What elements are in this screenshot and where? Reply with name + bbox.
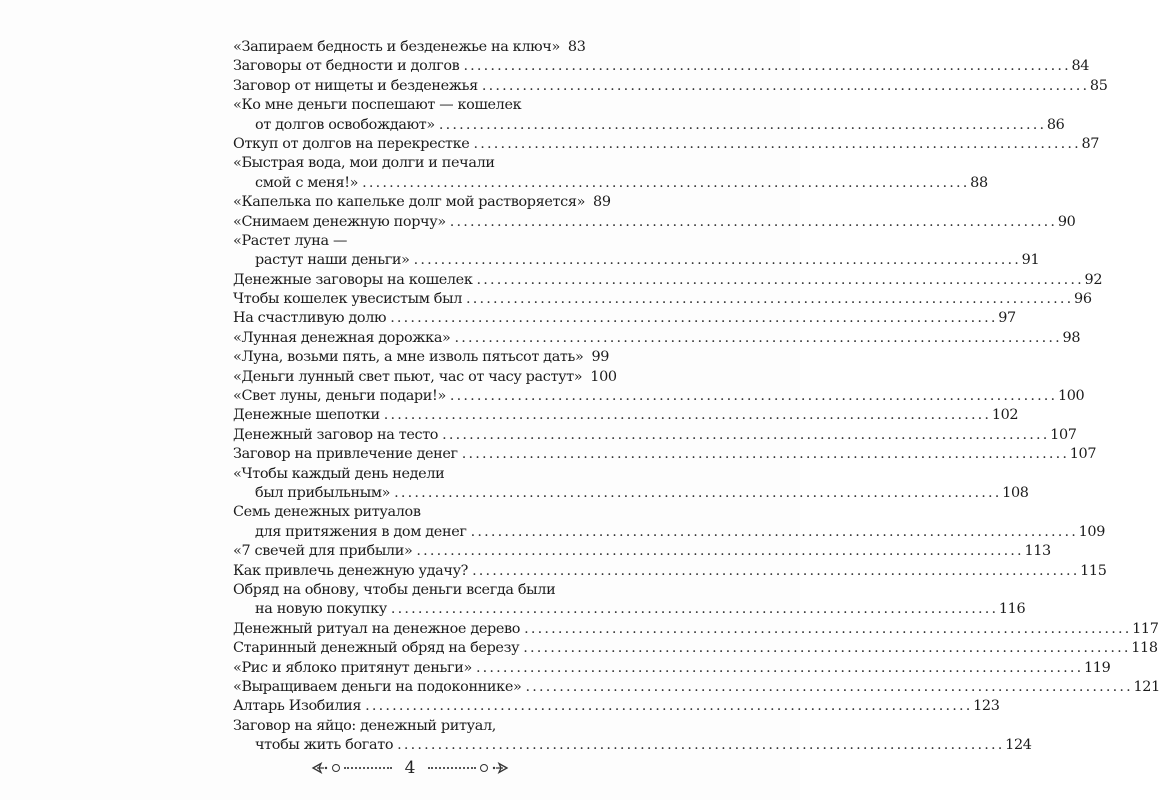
dot-leader [472, 562, 1076, 581]
toc-page-number: 102 [991, 407, 1019, 424]
toc-entry-continuation-line [233, 523, 1106, 542]
page-number: 4 [404, 758, 416, 778]
toc-entry [233, 309, 1016, 328]
toc-entry [233, 503, 1106, 542]
toc-entry-title: Денежные заговоры на кошелек [233, 271, 473, 288]
toc-entry-title: Денежный ритуал на денежное дерево [233, 620, 521, 637]
toc-entry-title: Заговор на яйцо: денежный ритуал, [233, 717, 496, 734]
toc-entry-continuation-line [233, 116, 1065, 135]
toc-entry-line [233, 581, 578, 600]
toc-page-number: 87 [1081, 135, 1100, 152]
dot-leader [473, 135, 1077, 154]
toc-entry-title: «Быстрая вода, мои долги и печали [233, 155, 495, 172]
toc-entry [233, 57, 1090, 76]
toc-entry [233, 154, 988, 193]
dot-leader [471, 523, 1075, 542]
dot-leader [397, 736, 1001, 755]
dot-leader [394, 484, 998, 503]
toc-entry-title: смой с меня!» [255, 174, 359, 191]
toc-page-number: 97 [998, 310, 1016, 327]
toc-page-number: 96 [1074, 291, 1092, 308]
toc-page-number: 115 [1080, 562, 1107, 579]
page-footer [305, 758, 515, 778]
toc-page-number: 121 [1133, 678, 1160, 695]
toc-entry-title: «Деньги лунный свет пьют, час от часу растут» [233, 368, 583, 385]
dot-leader [462, 445, 1066, 464]
toc-entry-line [233, 697, 1000, 716]
toc-page-number: 84 [1071, 58, 1090, 75]
toc-entry [233, 290, 1092, 309]
toc-entry [233, 387, 1085, 406]
toc-entry-title: Заговоры от бедности и долгов [233, 58, 460, 75]
toc-page-number: 98 [1062, 329, 1081, 346]
toc-entry-title: Денежные шепотки [233, 407, 380, 424]
toc-entry-title: был прибыльным» [255, 484, 391, 501]
toc-page-number: 99 [591, 349, 610, 366]
toc-entry-title: «Капелька по капельке долг мой растворяется» [233, 194, 586, 211]
toc-entry-line [233, 154, 578, 173]
dot-leader [477, 271, 1081, 290]
toc-entry [233, 659, 1111, 678]
toc-entry [233, 348, 610, 367]
toc-page-number: 86 [1046, 116, 1065, 133]
toc-entry-continuation-line [233, 736, 1032, 755]
toc-entry-line [233, 659, 1111, 678]
toc-page-number: 100 [590, 368, 617, 385]
toc-entry-line [233, 309, 1016, 328]
dot-leader [525, 678, 1129, 697]
toc-page-number: 109 [1078, 523, 1106, 540]
toc-page-number: 90 [1057, 213, 1076, 230]
ornament-dotted-line [428, 767, 476, 769]
toc-entry [233, 77, 1108, 96]
toc-entry-title: «Растет луна — [233, 232, 347, 249]
toc-page-number: 100 [1057, 388, 1085, 405]
toc-entry-continuation-line [233, 600, 1026, 619]
toc-entry-title: Обряд на обнову, чтобы деньги всегда были [233, 581, 556, 598]
toc-entry-title: «Запираем бедность и безденежье на ключ» [233, 39, 560, 55]
toc-entry-title: Алтарь Изобилия [233, 698, 362, 715]
dot-leader [365, 697, 969, 716]
toc-entry-line [233, 503, 578, 522]
toc-entry [233, 96, 1065, 135]
toc-entry-title: «Рис и яблоко притянут деньги» [233, 659, 472, 676]
toc-entry [233, 426, 1077, 445]
toc-entry-line [233, 542, 1051, 561]
toc-entry-line [233, 639, 1158, 658]
toc-entry-continuation-line [233, 174, 988, 193]
toc-page-number: 117 [1132, 620, 1159, 637]
dot-leader [455, 329, 1059, 348]
toc-entry-title: «Выращиваем деньги на подоконнике» [233, 678, 522, 695]
toc-entry-line [233, 562, 1107, 581]
toc-page-number: 123 [973, 698, 1000, 715]
toc-page-number: 83 [567, 39, 586, 55]
toc-entry-line [233, 329, 1081, 348]
toc-entry-title: Как привлечь денежную удачу? [233, 562, 469, 579]
toc-entry-line [233, 678, 1160, 697]
toc-entry [233, 620, 1159, 639]
toc-entry-continuation-line [233, 484, 1029, 503]
toc-page-number: 89 [593, 194, 611, 211]
toc-entry [233, 271, 1103, 290]
toc-entry-line [233, 232, 578, 251]
toc-entry [233, 368, 617, 387]
dot-leader [450, 387, 1054, 406]
dot-leader [391, 600, 995, 619]
toc-entry-line [233, 193, 611, 212]
toc-page-number: 118 [1131, 640, 1158, 657]
toc-entry-title: Старинный денежный обряд на березу [233, 640, 520, 657]
toc-entry [233, 232, 1040, 271]
toc-entry [233, 213, 1076, 232]
toc-entry [233, 135, 1100, 154]
toc-entry [233, 465, 1029, 504]
toc-entry-title: Денежный заговор на тесто [233, 426, 439, 443]
toc-entry-title: Заговор на привлечение денег [233, 446, 458, 463]
toc-entry-title: «Снимаем денежную порчу» [233, 213, 446, 230]
toc-entry-line [233, 368, 617, 387]
toc-entry-title: для притяжения в дом денег [255, 523, 467, 540]
toc-entry-line [233, 387, 1085, 406]
toc-page-number: 116 [998, 601, 1026, 618]
toc-entry [233, 329, 1081, 348]
toc-entry-line [233, 406, 1019, 425]
toc-entry-line [233, 290, 1092, 309]
dot-leader [463, 57, 1067, 76]
ornament-circle-icon [480, 764, 488, 772]
toc-entry-title: «Свет луны, деньги подари!» [233, 388, 446, 405]
toc-entry-title: Откуп от долгов на перекрестке [233, 135, 470, 152]
toc-page-number: 92 [1084, 271, 1103, 288]
toc-entry-line [233, 57, 1090, 76]
toc-page-number: 107 [1050, 426, 1077, 443]
dot-leader [442, 426, 1046, 445]
toc-page-number: 108 [1002, 484, 1029, 501]
toc-entry [233, 406, 1019, 425]
toc-page-number: 113 [1024, 543, 1051, 560]
dot-leader [362, 174, 966, 193]
dot-leader [414, 251, 1018, 270]
toc-entry-line [233, 77, 1108, 96]
toc-entry [233, 38, 586, 57]
dot-leader [439, 116, 1043, 135]
toc-entry-line [233, 135, 1100, 154]
toc-entry [233, 542, 1051, 561]
toc-entry [233, 193, 611, 212]
toc-entry-title: растут наши деньги» [255, 252, 410, 269]
toc-entry-line [233, 620, 1159, 639]
toc-entry-line [233, 271, 1103, 290]
toc-entry [233, 581, 1026, 620]
toc-entry-title: «7 свечей для прибыли» [233, 543, 413, 560]
arrow-ornament-right-icon [492, 762, 508, 774]
toc-entry-title: Заговор от нищеты и безденежья [233, 77, 478, 94]
dot-leader [384, 406, 988, 425]
toc-page-number: 124 [1005, 737, 1032, 754]
toc-entry-title: Чтобы кошелек увесистым был [233, 291, 463, 308]
toc-page-number: 91 [1021, 252, 1040, 269]
toc-entry-line [233, 465, 578, 484]
dot-leader [524, 620, 1128, 639]
toc-entry-title: от долгов освобождают» [255, 116, 435, 133]
toc-entry [233, 639, 1158, 658]
toc-entry [233, 562, 1107, 581]
toc-entry-title: «Луна, возьми пять, а мне изволь пятьсот дать» [233, 349, 584, 366]
dot-leader [450, 213, 1054, 232]
ornament-dotted-line [344, 767, 392, 769]
dot-leader [482, 77, 1086, 96]
toc-entry-line [233, 213, 1076, 232]
toc-entry-title: «Лунная денежная дорожка» [233, 329, 451, 346]
dot-leader [466, 290, 1070, 309]
toc-entry-title: «Ко мне деньги поспешают — кошелек [233, 97, 522, 114]
toc-entry-continuation-line [233, 251, 1040, 270]
footer-ornament-right [428, 762, 508, 774]
toc-page-number: 88 [970, 174, 988, 191]
toc-entry-title: на новую покупку [255, 601, 387, 618]
toc-page-number: 107 [1069, 446, 1097, 463]
toc-entry [233, 445, 1097, 464]
toc-entry [233, 697, 1000, 716]
dot-leader [523, 639, 1127, 658]
toc-page-number: 119 [1083, 659, 1111, 676]
toc-page-number: 85 [1089, 77, 1108, 94]
table-of-contents [233, 38, 1160, 755]
toc-entry-line [233, 38, 586, 57]
dot-leader [416, 542, 1020, 561]
toc-entry-line [233, 717, 578, 736]
toc-entry-title: «Чтобы каждый день недели [233, 465, 445, 482]
ornament-circle-icon [332, 764, 340, 772]
footer-ornament-left [312, 762, 392, 774]
toc-entry-title: чтобы жить богато [255, 737, 394, 754]
toc-entry-title: На счастливую долю [233, 310, 387, 327]
toc-entry-line [233, 96, 578, 115]
toc-entry [233, 678, 1160, 697]
toc-entry-line [233, 426, 1077, 445]
toc-entry-line [233, 348, 610, 367]
dot-leader [390, 309, 994, 328]
toc-entry-title: Семь денежных ритуалов [233, 504, 421, 521]
toc-entry [233, 717, 1032, 756]
arrow-ornament-left-icon [312, 762, 328, 774]
toc-entry-line [233, 445, 1097, 464]
dot-leader [476, 659, 1080, 678]
